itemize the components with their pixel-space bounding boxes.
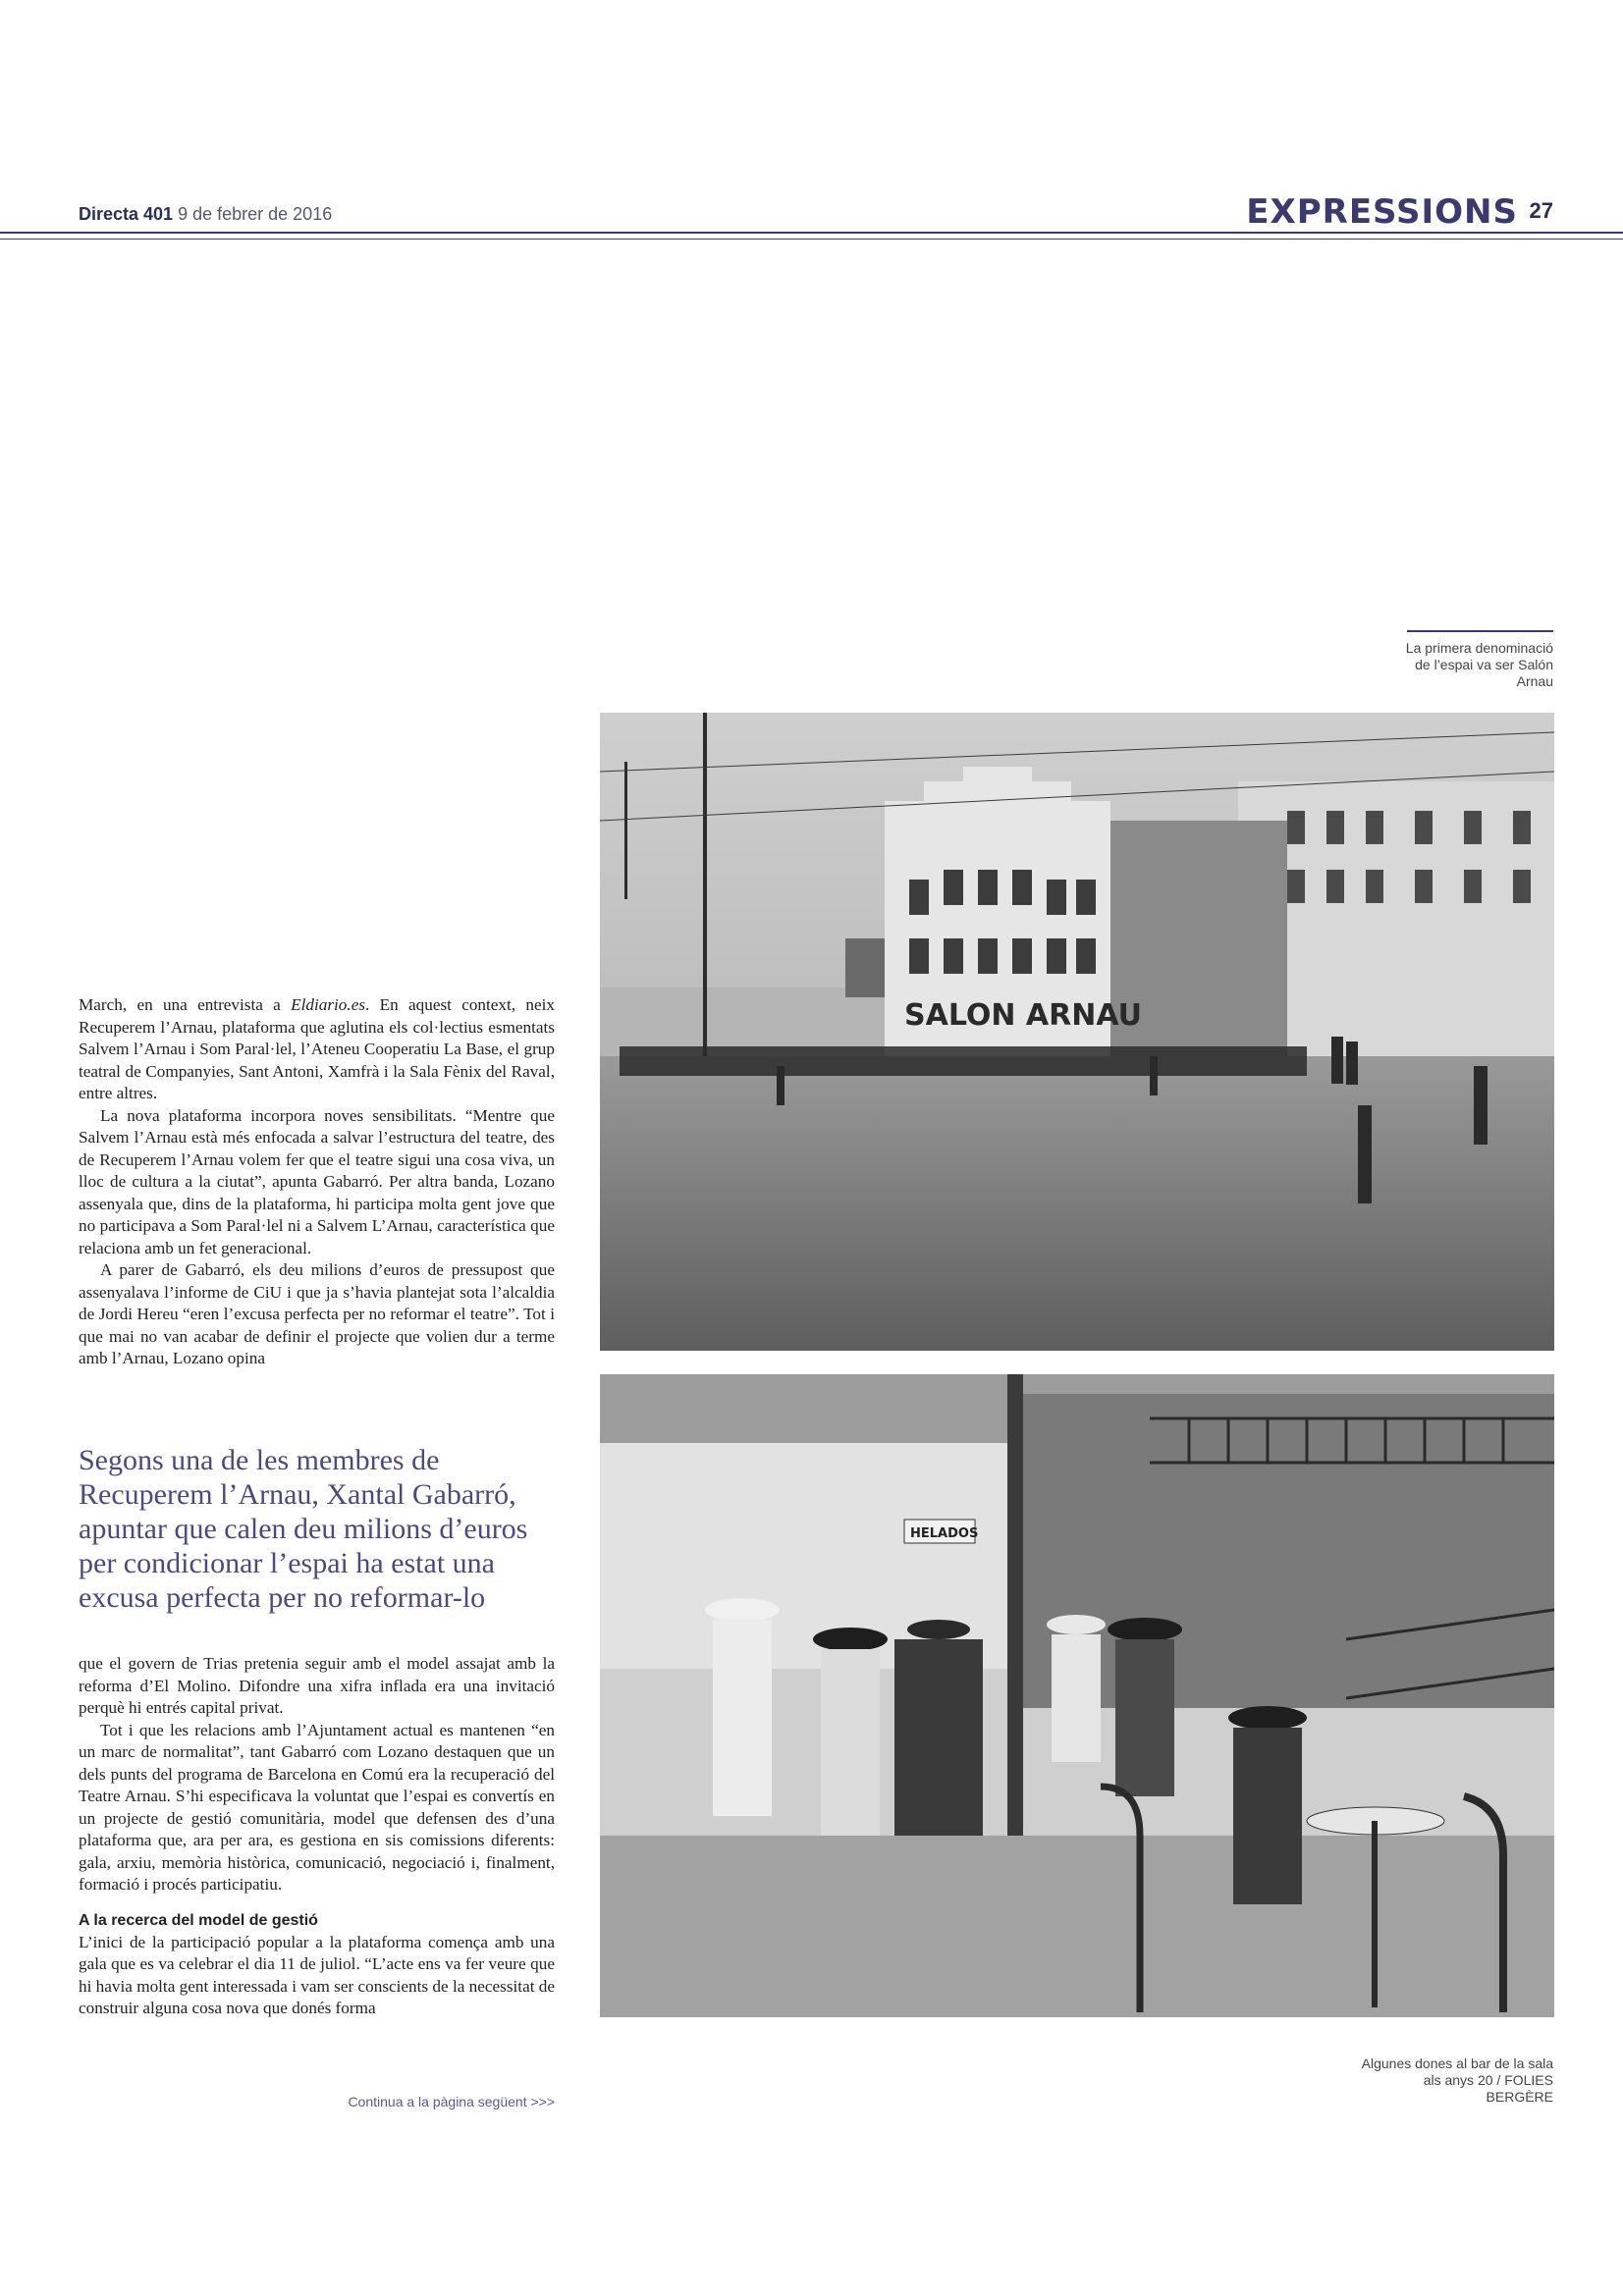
page-header xyxy=(79,192,1553,232)
publication-name: Directa 401 xyxy=(79,204,174,224)
bar-women-photo xyxy=(600,1374,1554,2017)
header-rule xyxy=(0,232,1623,234)
paragraph-6: L’inici de la participació popular a la plataforma comença amb una gala que es va celebrar el dia 11 de juliol. “L’acte ens va fer veure que hi havia molta gent interessada i vam ser conscients de la necessitat de construir alguna cosa nova que donés forma xyxy=(79,1932,555,2017)
paragraph-5: Tot i que les relacions amb l’Ajuntament actual es mantenen “en un marc de normalitat”, tant Gabarró com Lozano destaquen que un dels punts del programa de Barcelona en Comú era la recuperació del Teatre Arnau. S’hi especificava la voluntat que l’espai es convertís en un projecte de gestió comunitària, model que defensen des d’una plataforma que, ara per ara, es gestiona en sis comissions diferents: gala, arxiu, memòria històrica, comunicació, negociació i, finalment, formació i procés participatiu. xyxy=(79,1720,555,1894)
photo1-caption: La primera denominació de l’espai va ser Salón Arnau xyxy=(1405,640,1553,689)
paragraph-1-end: . En aquest context, neix Recuperem l’Arnau, plataforma que aglutina els col·lectius esmentats Salvem l’Arnau i Som Paral·lel, l’Ateneu Cooperatiu La Base, el grup teatral de Companyies, Sant Antoni, Xamfrà i la Sala Fènix del Raval, entre altres. xyxy=(79,995,555,1102)
paragraph-2: La nova plataforma incorpora noves sensibilitats. “Mentre que Salvem l’Arnau està més enfocada a salvar l’estructura del teatre, des de Recuperem l’Arnau volem fer que el teatre sigui una cosa viva, un lloc de cultura a la ciutat”, apunta Gabarró. Per altra banda, Lozano assenyala que, dins de la plataforma, hi participa molta gent jove que no participava a Som Paral·lel ni a Salvem L’Arnau, característica que relaciona amb un fet generacional. xyxy=(79,1105,555,1257)
source-link-text: Eldiario.es xyxy=(291,995,366,1014)
continue-link[interactable]: Continua a la pàgina següent >>> xyxy=(348,2094,555,2109)
header-rule-thin xyxy=(0,239,1623,240)
paragraph-1-start: March, en una entrevista a xyxy=(79,995,292,1014)
section-title: EXPRESSIONS xyxy=(1246,192,1518,232)
article-column-bottom xyxy=(79,1653,555,2020)
photo2-caption: Algunes dones al bar de la sala als anys 20 / FOLIES BERGÈRE xyxy=(1361,2056,1553,2105)
caption-rule xyxy=(1407,630,1553,632)
page-number: 27 xyxy=(1529,198,1553,223)
salon-arnau-illustration xyxy=(600,713,1554,1351)
issue-date: 9 de febrer de 2016 xyxy=(178,204,333,224)
bar-women-illustration xyxy=(600,1374,1554,2017)
paragraph-3: A parer de Gabarró, els deu milions d’euros de pressupost que assenyalava l’informe de CiU i que ja s’havia plantejat sota l’alcaldia de Jordi Hereu “eren l’excusa perfecta per no reformar el teatre”. Tot i que mai no van acabar de definir el projecte que volien dur a terme amb l’Arnau, Lozano opina xyxy=(79,1260,555,1367)
pull-quote: Segons una de les membres de Recuperem l’Arnau, Xantal Gabarró, apuntar que calen deu milions d’euros per condicionar l’espai ha estat una excusa perfecta per no reformar-lo xyxy=(79,1444,528,1614)
salon-arnau-sign: SALON ARNAU xyxy=(904,998,1143,1033)
publication-info xyxy=(79,204,332,225)
helados-sign: HELADOS xyxy=(910,1526,979,1541)
salon-arnau-photo xyxy=(600,713,1554,1351)
section-subheading: A la recerca del model de gestió xyxy=(79,1911,318,1929)
paragraph-4: que el govern de Trias pretenia seguir amb el model assajat amb la reforma d’El Molino. Difondre una xifra inflada era una invitació perquè hi entrés capital privat. xyxy=(79,1654,555,1717)
article-column-top xyxy=(79,994,555,1370)
paragraph-1 xyxy=(79,994,555,1105)
